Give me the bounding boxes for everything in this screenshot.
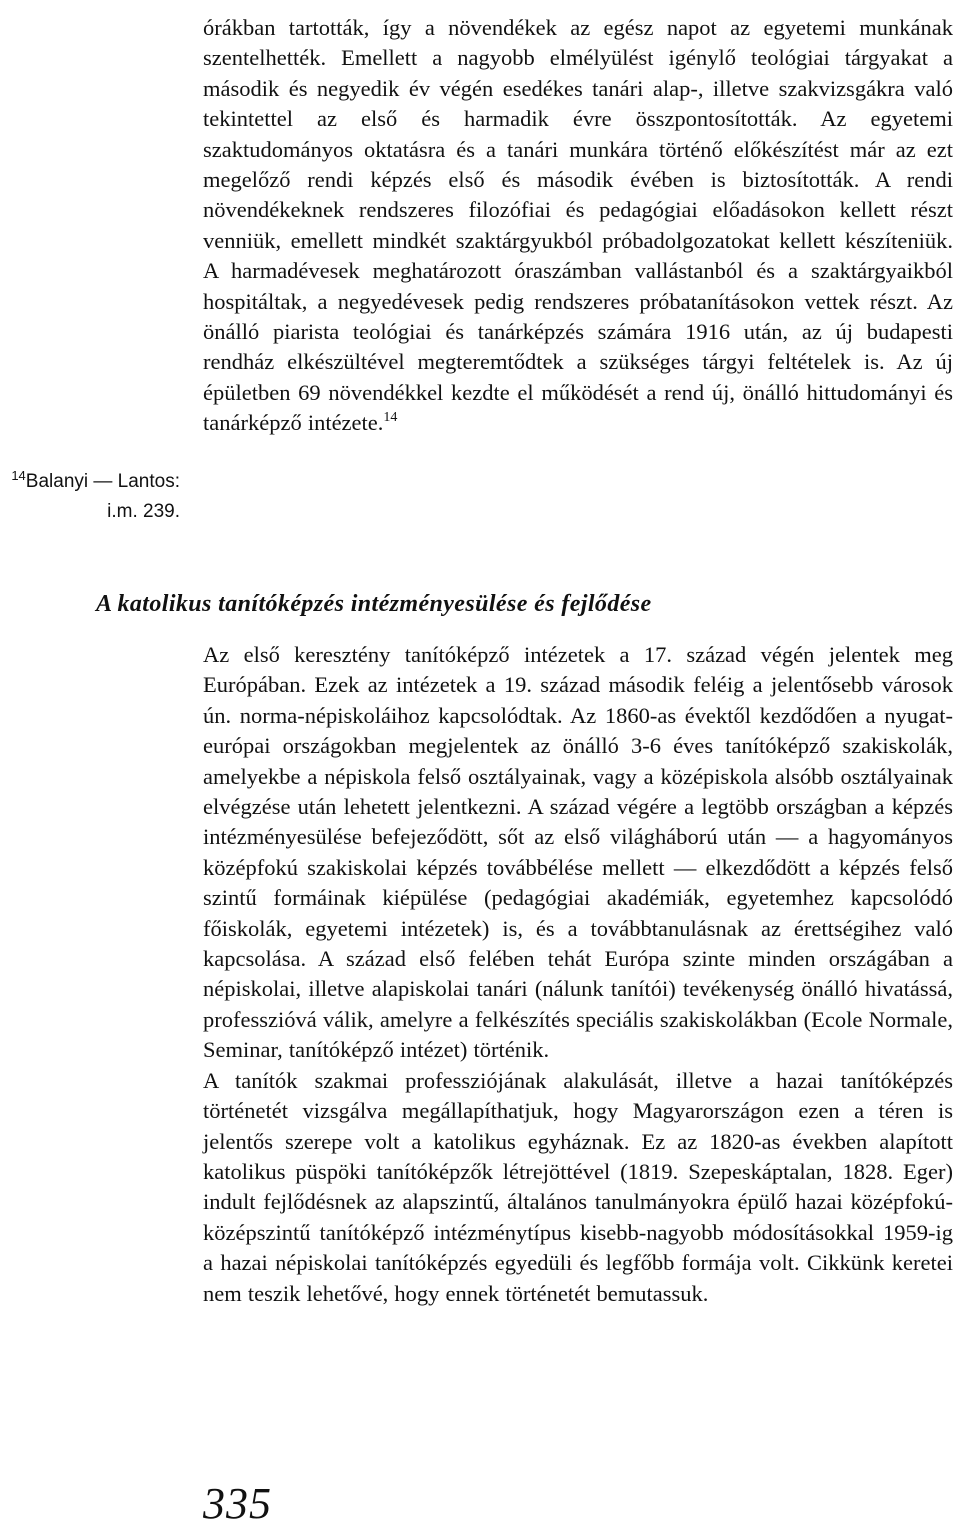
footnote-line-1 (0, 467, 180, 497)
section-heading: A katolikus tanítóképzés intézményesülése és fejlődése (96, 591, 652, 617)
top-text-block (203, 13, 953, 439)
footnote-margin-note (0, 467, 180, 527)
page-number: 335 (203, 1479, 272, 1528)
footnote-line-2: i.m. 239. (107, 501, 180, 522)
body-paragraph-1: Az első keresztény tanítóképző intézetek a 17. század végén jelentek meg Európában. Ezek az intézetek a 19. század második feléig a jelentősebb városok ún. norma-népiskoláihoz kapcsolódtak. Az 1860-as évektől kezdődően a nyugat-európai országokban megjelentek az önálló 3-6 éves tanítóképző szakiskolák, amelyekbe a népiskola felső osztályainak, vagy a középiskola alsóbb osztályainak elvégzése után lehetett jelentkezni. A század végére a legtöbb országban a képzés intézményesülése befejeződött, sőt az első világháború után — a hagyományos középfokú szakiskolai képzés továbbélése mellett — elkezdődött a képzés felső szintű formáinak kiépülése (pedagógiai akadémiák, egyetemhez kapcsolódó főiskolák, egyetemi intézetek) is, és a továbbtanulásnak az érettségihez való kapcsolása. A század első felében tehát Európa szinte minden országában a népiskolai, illetve alapiskolai tanári (nálunk tanítói) tevékenység önálló hivatássá, professzióvá válik, amelyre a felkészítés speciális szakiskolákban (Ecole Normale, Seminar, tanítóképző intézet) történik. (203, 642, 953, 1063)
continued-paragraph-text: órákban tartották, így a növendékek az egész napot az egyetemi munkának szentelhették. Emellett a nagyobb elmélyülést igénylő teológiai tárgyakat a második és negyedik év végén esedékes tanári alap-, illetve szakvizsgákra való tekintettel az első és harmadik évre összpontosították. Az egyetemi szaktudományos oktatásra és a tanári munkára történő előkészítést már az ezt megelőző rendi képzés első és második évében is biztosították. A rendi növendékeknek rendszeres filozófiai és pedagógiai előadásokon kellett részt venniük, emellett mindkét szaktárgyukból próbadolgozatokat kellett készíteniük. A harmadévesek meghatározott óraszámban vallástanból és a szaktárgyaikból hospitáltak, a negyedévesek pedig rendszeres próbatanításokon vettek részt. Az önálló piarista teológiai és tanárképzés számára 1916 után, az új budapesti rendház elkészültével megteremtődtek a szükséges tárgyi feltételek is. Az új épületben 69 növendékkel kezdte el működését a rend új, önálló hittudományi és tanárképző intézete. (203, 15, 953, 436)
continued-paragraph (203, 13, 953, 439)
section-body (203, 640, 953, 1309)
footnote-reference: 14 (383, 410, 398, 426)
footnote-citation: Balanyi — Lantos: (25, 471, 180, 492)
footnote-number: 14 (11, 468, 26, 483)
body-paragraph-2: A tanítók szakmai professziójának alakulását, illetve a hazai tanítóképzés történetét vizsgálva megállapíthatjuk, hogy Magyarországon ezen a téren is jelentős szerepe volt a katolikus egyháznak. Ez az 1820-as években alapított katolikus püspöki tanítóképzők létrejöttével (1819. Szepeskáptalan, 1828. Eger) indult fejlődésnek az alapszintű, általános tanulmányokra épülő hazai középfokú-középszintű tanítóképző intézménytípus kisebb-nagyobb módosításokkal 1959-ig a hazai népiskolai tanítóképzés egyedüli és legfőbb formája volt. Cikkünk keretei nem teszik lehetővé, hogy ennek történetét bemutassuk. (203, 1067, 953, 1306)
